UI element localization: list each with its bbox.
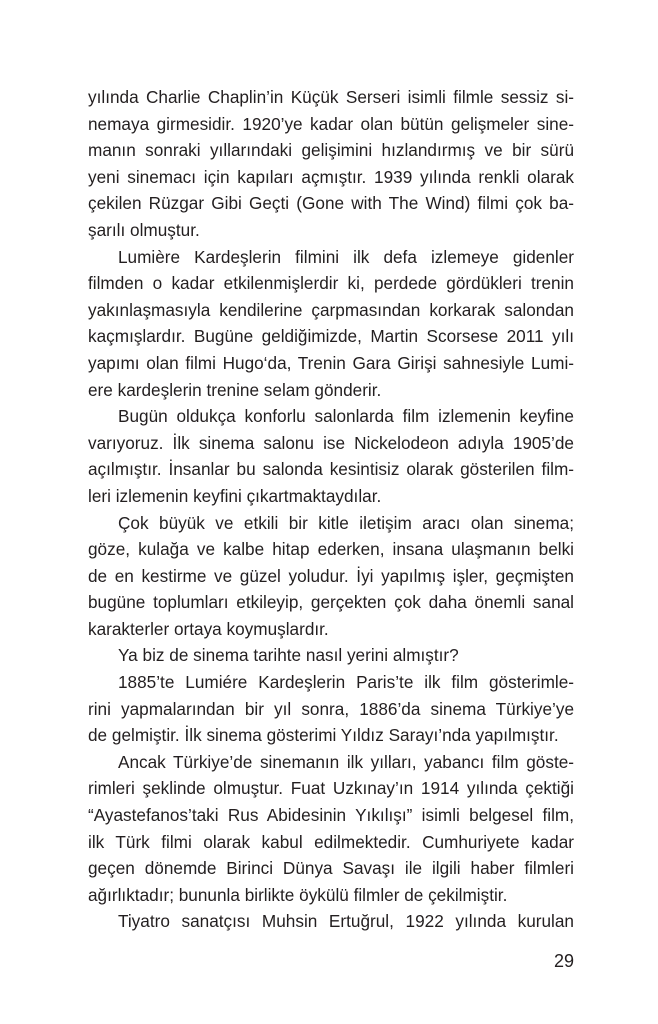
text-line: çekilen Rüzgar Gibi Geçti (Gone with The Wind) filmi çok ba- — [88, 193, 574, 214]
text-line: Lumière Kardeşlerin filmini ilk defa izlemeye gidenler — [118, 246, 574, 267]
text-line: kaçmışlardır. Bugüne geldiğimizde, Martin Scorsese 2011 yılı — [88, 326, 574, 347]
paragraph — [88, 244, 574, 404]
text-line: şarılı olmuştur. — [88, 219, 200, 240]
text-line: yeni sinemacı için kapıları açmıştır. 1939 yılında renkli olarak — [88, 166, 574, 187]
paragraph — [88, 510, 574, 643]
paragraph — [88, 84, 574, 244]
text-line: yakınlaşmasıyla kendilerine çarpmasından korkarak salondan — [88, 299, 574, 320]
text-line: Ancak Türkiye’de sinemanın ilk yılları, yabancı film göste- — [118, 751, 574, 772]
text-line: Çok büyük ve etkili bir kitle iletişim aracı olan sinema; — [118, 512, 574, 533]
text-line: leri izlemenin keyfini çıkartmaktaydılar. — [88, 485, 382, 506]
body-text — [88, 84, 574, 935]
text-line: de gelmiştir. İlk sinema gösterimi Yıldız Sarayı’nda yapılmıştır. — [88, 725, 559, 746]
text-line: Bugün oldukça konforlu salonlarda film izlemenin keyfine — [118, 406, 574, 427]
text-line: geçen dönemde Birinci Dünya Savaşı ile ilgili haber filmleri — [88, 858, 574, 879]
text-line: nemaya girmesidir. 1920’ye kadar olan bütün gelişmeler sine- — [88, 113, 574, 134]
text-line: ilk Türk filmi olarak kabul edilmektedir. Cumhuriyete kadar — [88, 831, 574, 852]
text-line: yapımı olan filmi Hugo‘da, Trenin Gara Girişi sahnesiyle Lumi- — [88, 352, 574, 373]
text-line: yılında Charlie Chaplin’in Küçük Serseri isimli filmle sessiz si- — [88, 87, 574, 107]
text-line: ere kardeşlerin trenine selam gönderir. — [88, 379, 382, 400]
text-line: varıyoruz. İlk sinema salonu ise Nickelodeon adıyla 1905’de — [88, 432, 574, 453]
text-line: “Ayastefanos’taki Rus Abidesinin Yıkılışı” isimli belgesel film, — [88, 805, 574, 826]
paragraph — [88, 669, 574, 749]
page-number: 29 — [553, 951, 574, 971]
text-line: rimleri şeklinde olmuştur. Fuat Uzkınay’ın 1914 yılında çektiği — [88, 778, 574, 799]
text-line: manın sonraki yıllarındaki gelişimini hızlandırmış ve bir sürü — [88, 140, 574, 161]
text-line: Ya biz de sinema tarihte nasıl yerini almıştır? — [118, 645, 459, 666]
text-line: açılmıştır. İnsanlar bu salonda kesintisiz olarak gösterilen film- — [88, 459, 574, 480]
text-line: ağırlıktadır; bununla birlikte öykülü filmler de çekilmiştir. — [88, 884, 508, 905]
paragraph — [88, 403, 574, 509]
text-line: filmden o kadar etkilenmişlerdir ki, perdede gördükleri trenin — [88, 273, 574, 294]
text-line: göze, kulağa ve kalbe hitap ederken, insana ulaşmanın belki — [88, 539, 574, 560]
text-line: 1885’te Lumiére Kardeşlerin Paris’te ilk film gösterimle- — [118, 672, 574, 693]
text-line: Tiyatro sanatçısı Muhsin Ertuğrul, 1922 yılında kurulan — [118, 911, 574, 932]
paragraph — [88, 908, 574, 935]
text-line: karakterler ortaya koymuşlardır. — [88, 618, 329, 639]
paragraph — [88, 642, 574, 669]
paragraph — [88, 749, 574, 909]
text-line: de en kestirme ve güzel yoludur. İyi yapılmış işler, geçmişten — [88, 565, 574, 586]
text-line: rini yapmalarından bir yıl sonra, 1886’da sinema Türkiye’ye — [88, 698, 574, 719]
text-line: bugüne toplumları etkileyip, gerçekten çok daha önemli sanal — [88, 592, 574, 613]
